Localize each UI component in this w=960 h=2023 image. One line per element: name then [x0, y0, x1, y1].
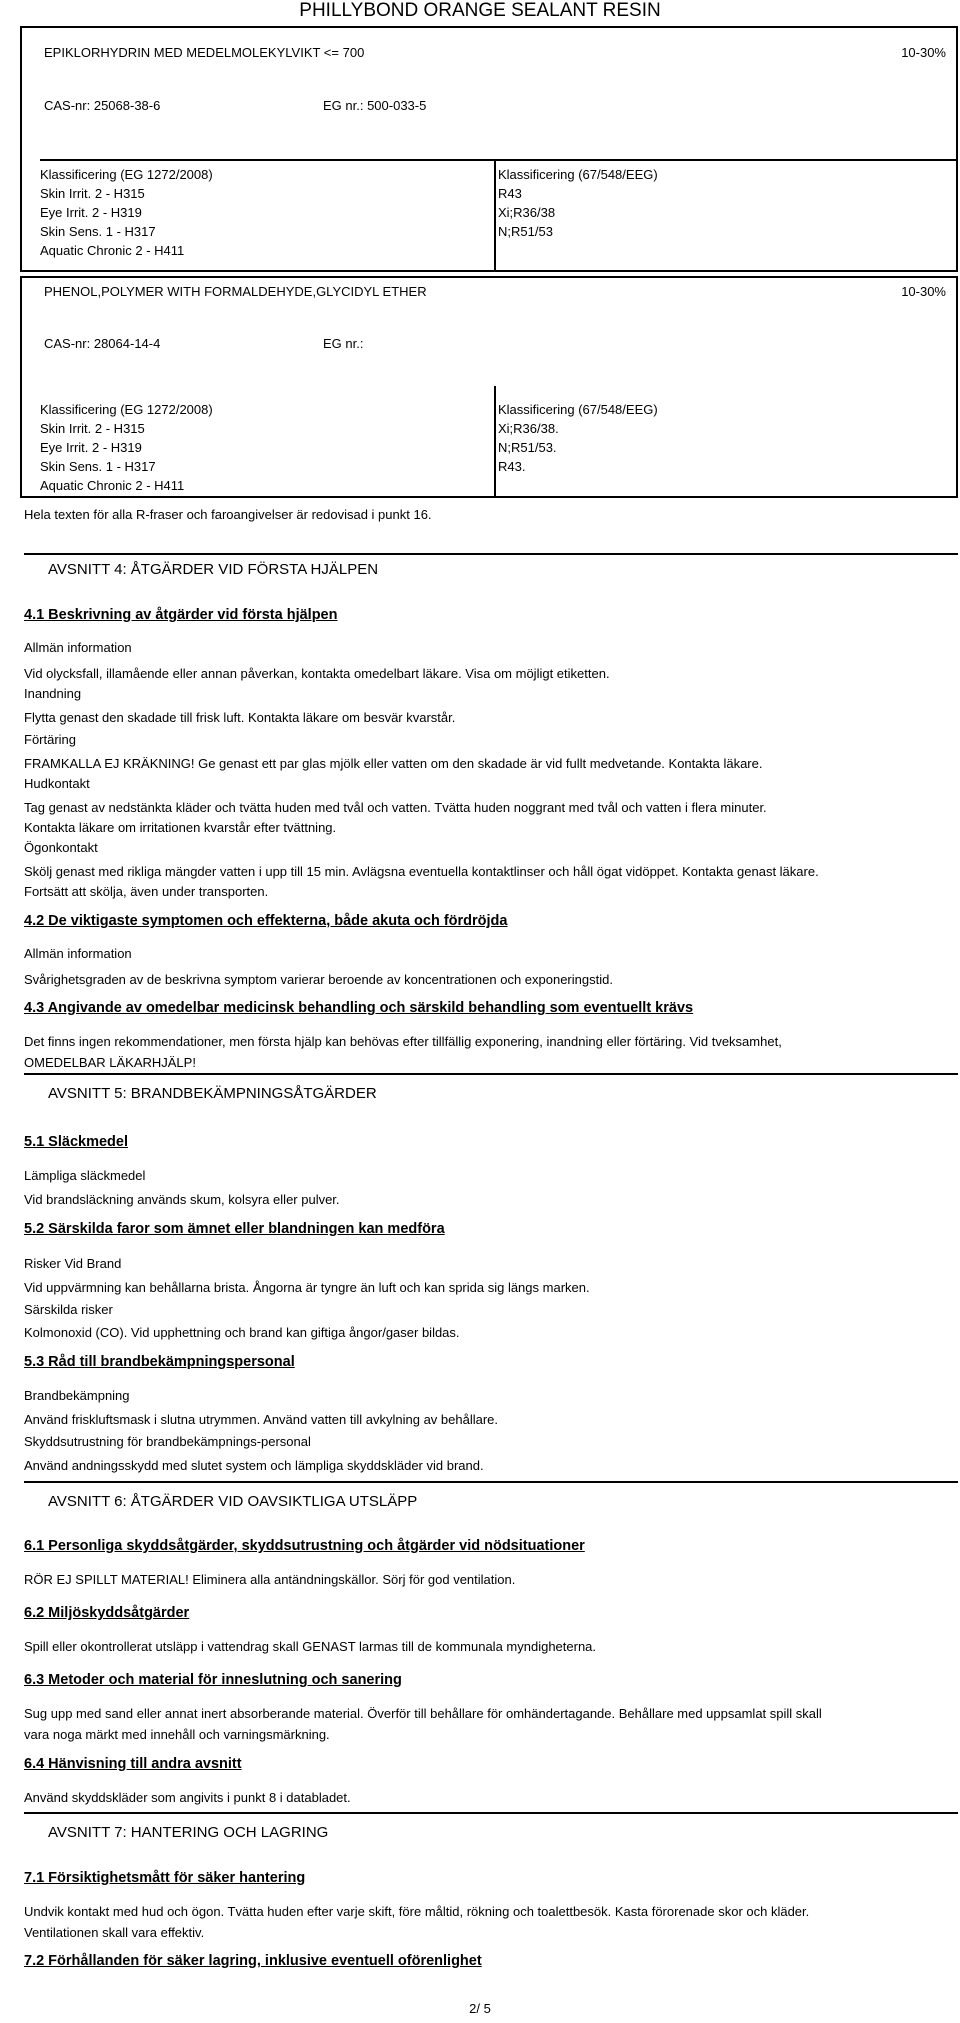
clp-item: Aquatic Chronic 2 - H411: [40, 478, 185, 493]
page-number: 2/ 5: [469, 2001, 491, 2016]
clp-item: Skin Sens. 1 - H317: [40, 224, 156, 239]
text-containment-2: vara noga märkt med innehåll och varningsmärkning.: [24, 1727, 330, 1742]
subsection-6-3: 6.3 Metoder och material för inneslutning och sanering: [24, 1672, 402, 1688]
subsection-4-2: 4.2 De viktigaste symptomen och effekterna, både akuta och fördröjda: [24, 913, 508, 929]
text-skin-contact-2: Kontakta läkare om irritationen kvarstår efter tvättning.: [24, 820, 337, 835]
eeg-item: N;R51/53: [498, 224, 553, 239]
component-box-1: [20, 26, 958, 272]
label-fire-risks: Risker Vid Brand: [24, 1256, 122, 1271]
label-general-info: Allmän information: [24, 640, 132, 655]
subsection-5-1: 5.1 Släckmedel: [24, 1134, 128, 1150]
cas-number: CAS-nr: 25068-38-6: [44, 98, 161, 113]
classification-table: [40, 386, 956, 496]
section-5-title: AVSNITT 5: BRANDBEKÄMPNINGSÅTGÄRDER: [24, 1073, 958, 1103]
subsection-5-2: 5.2 Särskilda faror som ämnet eller blandningen kan medföra: [24, 1221, 445, 1237]
eeg-classification: [498, 161, 956, 241]
subsection-6-1: 6.1 Personliga skyddsåtgärder, skyddsutrustning och åtgärder vid nödsituationer: [24, 1538, 585, 1554]
clp-item: Aquatic Chronic 2 - H411: [40, 243, 185, 258]
component-name: EPIKLORHYDRIN MED MEDELMOLEKYLVIKT <= 700: [44, 45, 365, 60]
clp-item: Skin Sens. 1 - H317: [40, 459, 156, 474]
label-general-info-4-2: Allmän information: [24, 946, 132, 961]
clp-heading: Klassificering (EG 1272/2008): [40, 402, 213, 417]
eeg-item: R43: [498, 186, 522, 201]
subsection-7-1: 7.1 Försiktighetsmått för säker hantering: [24, 1870, 306, 1886]
label-extinguishing-media: Lämpliga släckmedel: [24, 1168, 146, 1183]
text-safe-handling-2: Ventilationen skall vara effektiv.: [24, 1925, 205, 1940]
text-safe-handling-1: Undvik kontakt med hud och ögon. Tvätta huden efter varje skift, före måltid, rökning och toalettbesök. Kasta förorenade skor och kläder.: [24, 1904, 810, 1919]
text-inhalation: Flytta genast den skadade till frisk luft. Kontakta läkare om besvär kvarstår.: [24, 710, 456, 725]
text-treatment-2: OMEDELBAR LÄKARHJÄLP!: [24, 1055, 196, 1070]
eeg-item: Xi;R36/38.: [498, 421, 559, 436]
component-percent: 10-30%: [901, 284, 946, 299]
clp-item: Eye Irrit. 2 - H319: [40, 205, 142, 220]
clp-item: Skin Irrit. 2 - H315: [40, 186, 145, 201]
text-skin-contact-1: Tag genast av nedstänkta kläder och tvätta huden med tvål och vatten. Tvätta huden noggrant med tvål och vatten i flera minuter.: [24, 800, 767, 815]
text-environmental: Spill eller okontrollerat utsläpp i vattendrag skall GENAST larmas till de kommunala myndigheterna.: [24, 1639, 597, 1654]
text-general-info: Vid olycksfall, illamående eller annan påverkan, kontakta omedelbart läkare. Visa om möjligt etiketten.: [24, 666, 610, 681]
eg-number: EG nr.:: [323, 336, 364, 351]
text-personal-precautions: RÖR EJ SPILLT MATERIAL! Eliminera alla antändningskällor. Sörj för god ventilation.: [24, 1572, 516, 1587]
text-treatment-1: Det finns ingen rekommendationer, men första hjälp kan behövas efter tillfällig exponering, inandning eller förtäring. Vid tveksamhet,: [24, 1034, 782, 1049]
text-fire-risks: Vid uppvärmning kan behållarna brista. Ångorna är tyngre än luft och kan sprida sig längs marken.: [24, 1280, 590, 1295]
text-firefighting: Använd friskluftsmask i slutna utrymmen. Använd vatten till avkylning av behållare.: [24, 1412, 499, 1427]
clp-classification: [40, 161, 496, 272]
section-6-title: AVSNITT 6: ÅTGÄRDER VID OAVSIKTLIGA UTSLÄPP: [24, 1481, 958, 1511]
clp-item: Eye Irrit. 2 - H319: [40, 440, 142, 455]
section-4-title: AVSNITT 4: ÅTGÄRDER VID FÖRSTA HJÄLPEN: [24, 553, 958, 579]
subsection-4-3: 4.3 Angivande av omedelbar medicinsk behandling och särskild behandling som eventuellt krävs: [24, 1000, 694, 1016]
text-eye-contact-1: Skölj genast med rikliga mängder vatten i upp till 15 min. Avlägsna eventuella kontaktlinser och håll ögat vidöppet. Kontakta genast läkare.: [24, 864, 819, 879]
eeg-item: Xi;R36/38: [498, 205, 556, 220]
text-containment-1: Sug upp med sand eller annat inert absorberande material. Överför till behållare för omhändertagande. Behållare med uppsamlat spill skall: [24, 1706, 822, 1721]
eeg-item: R43.: [498, 459, 526, 474]
classification-table: [40, 159, 956, 272]
label-firefighting: Brandbekämpning: [24, 1388, 130, 1403]
text-eye-contact-2: Fortsätt att skölja, även under transporten.: [24, 884, 269, 899]
eeg-heading: Klassificering (67/548/EEG): [498, 167, 658, 182]
text-extinguishing-media: Vid brandsläckning används skum, kolsyra eller pulver.: [24, 1192, 340, 1207]
eg-number: EG nr.: 500-033-5: [323, 98, 427, 113]
label-ingestion: Förtäring: [24, 732, 77, 747]
subsection-6-4: 6.4 Hänvisning till andra avsnitt: [24, 1756, 242, 1772]
section-7-title: AVSNITT 7: HANTERING OCH LAGRING: [24, 1812, 958, 1842]
label-eye-contact: Ögonkontakt: [24, 840, 98, 855]
text-special-risks: Kolmonoxid (CO). Vid upphettning och brand kan giftiga ångor/gaser bildas.: [24, 1325, 460, 1340]
subsection-5-3: 5.3 Råd till brandbekämpningspersonal: [24, 1354, 295, 1370]
document-title: PHILLYBOND ORANGE SEALANT RESIN: [299, 0, 661, 21]
eeg-heading: Klassificering (67/548/EEG): [498, 402, 658, 417]
label-inhalation: Inandning: [24, 686, 82, 701]
subsection-7-2: 7.2 Förhållanden för säker lagring, inklusive eventuell oförenlighet: [24, 1953, 482, 1969]
label-protective-equipment: Skyddsutrustning för brandbekämpnings-personal: [24, 1434, 311, 1449]
component-name: PHENOL,POLYMER WITH FORMALDEHYDE,GLYCIDYL ETHER: [44, 284, 427, 299]
clp-heading: Klassificering (EG 1272/2008): [40, 167, 213, 182]
clp-classification: [40, 386, 496, 496]
cas-number: CAS-nr: 28064-14-4: [44, 336, 161, 351]
eeg-classification: [498, 386, 956, 476]
text-symptoms: Svårighetsgraden av de beskrivna symptom varierar beroende av koncentrationen och exponeringstid.: [24, 972, 613, 987]
subsection-6-2: 6.2 Miljöskyddsåtgärder: [24, 1605, 190, 1621]
label-skin-contact: Hudkontakt: [24, 776, 90, 791]
text-protective-equipment: Använd andningsskydd med slutet system och lämpliga skyddskläder vid brand.: [24, 1458, 484, 1473]
component-percent: 10-30%: [901, 45, 946, 60]
clp-item: Skin Irrit. 2 - H315: [40, 421, 145, 436]
text-ingestion: FRAMKALLA EJ KRÄKNING! Ge genast ett par glas mjölk eller vatten om den skadade är vid fullt medvetande. Kontakta läkare.: [24, 756, 763, 771]
r-phrase-note: Hela texten för alla R-fraser och faroangivelser är redovisad i punkt 16.: [24, 507, 432, 522]
text-other-sections: Använd skyddskläder som angivits i punkt 8 i databladet.: [24, 1790, 351, 1805]
label-special-risks: Särskilda risker: [24, 1302, 113, 1317]
eeg-item: N;R51/53.: [498, 440, 557, 455]
component-box-2: [20, 276, 958, 498]
subsection-4-1: 4.1 Beskrivning av åtgärder vid första hjälpen: [24, 607, 338, 623]
